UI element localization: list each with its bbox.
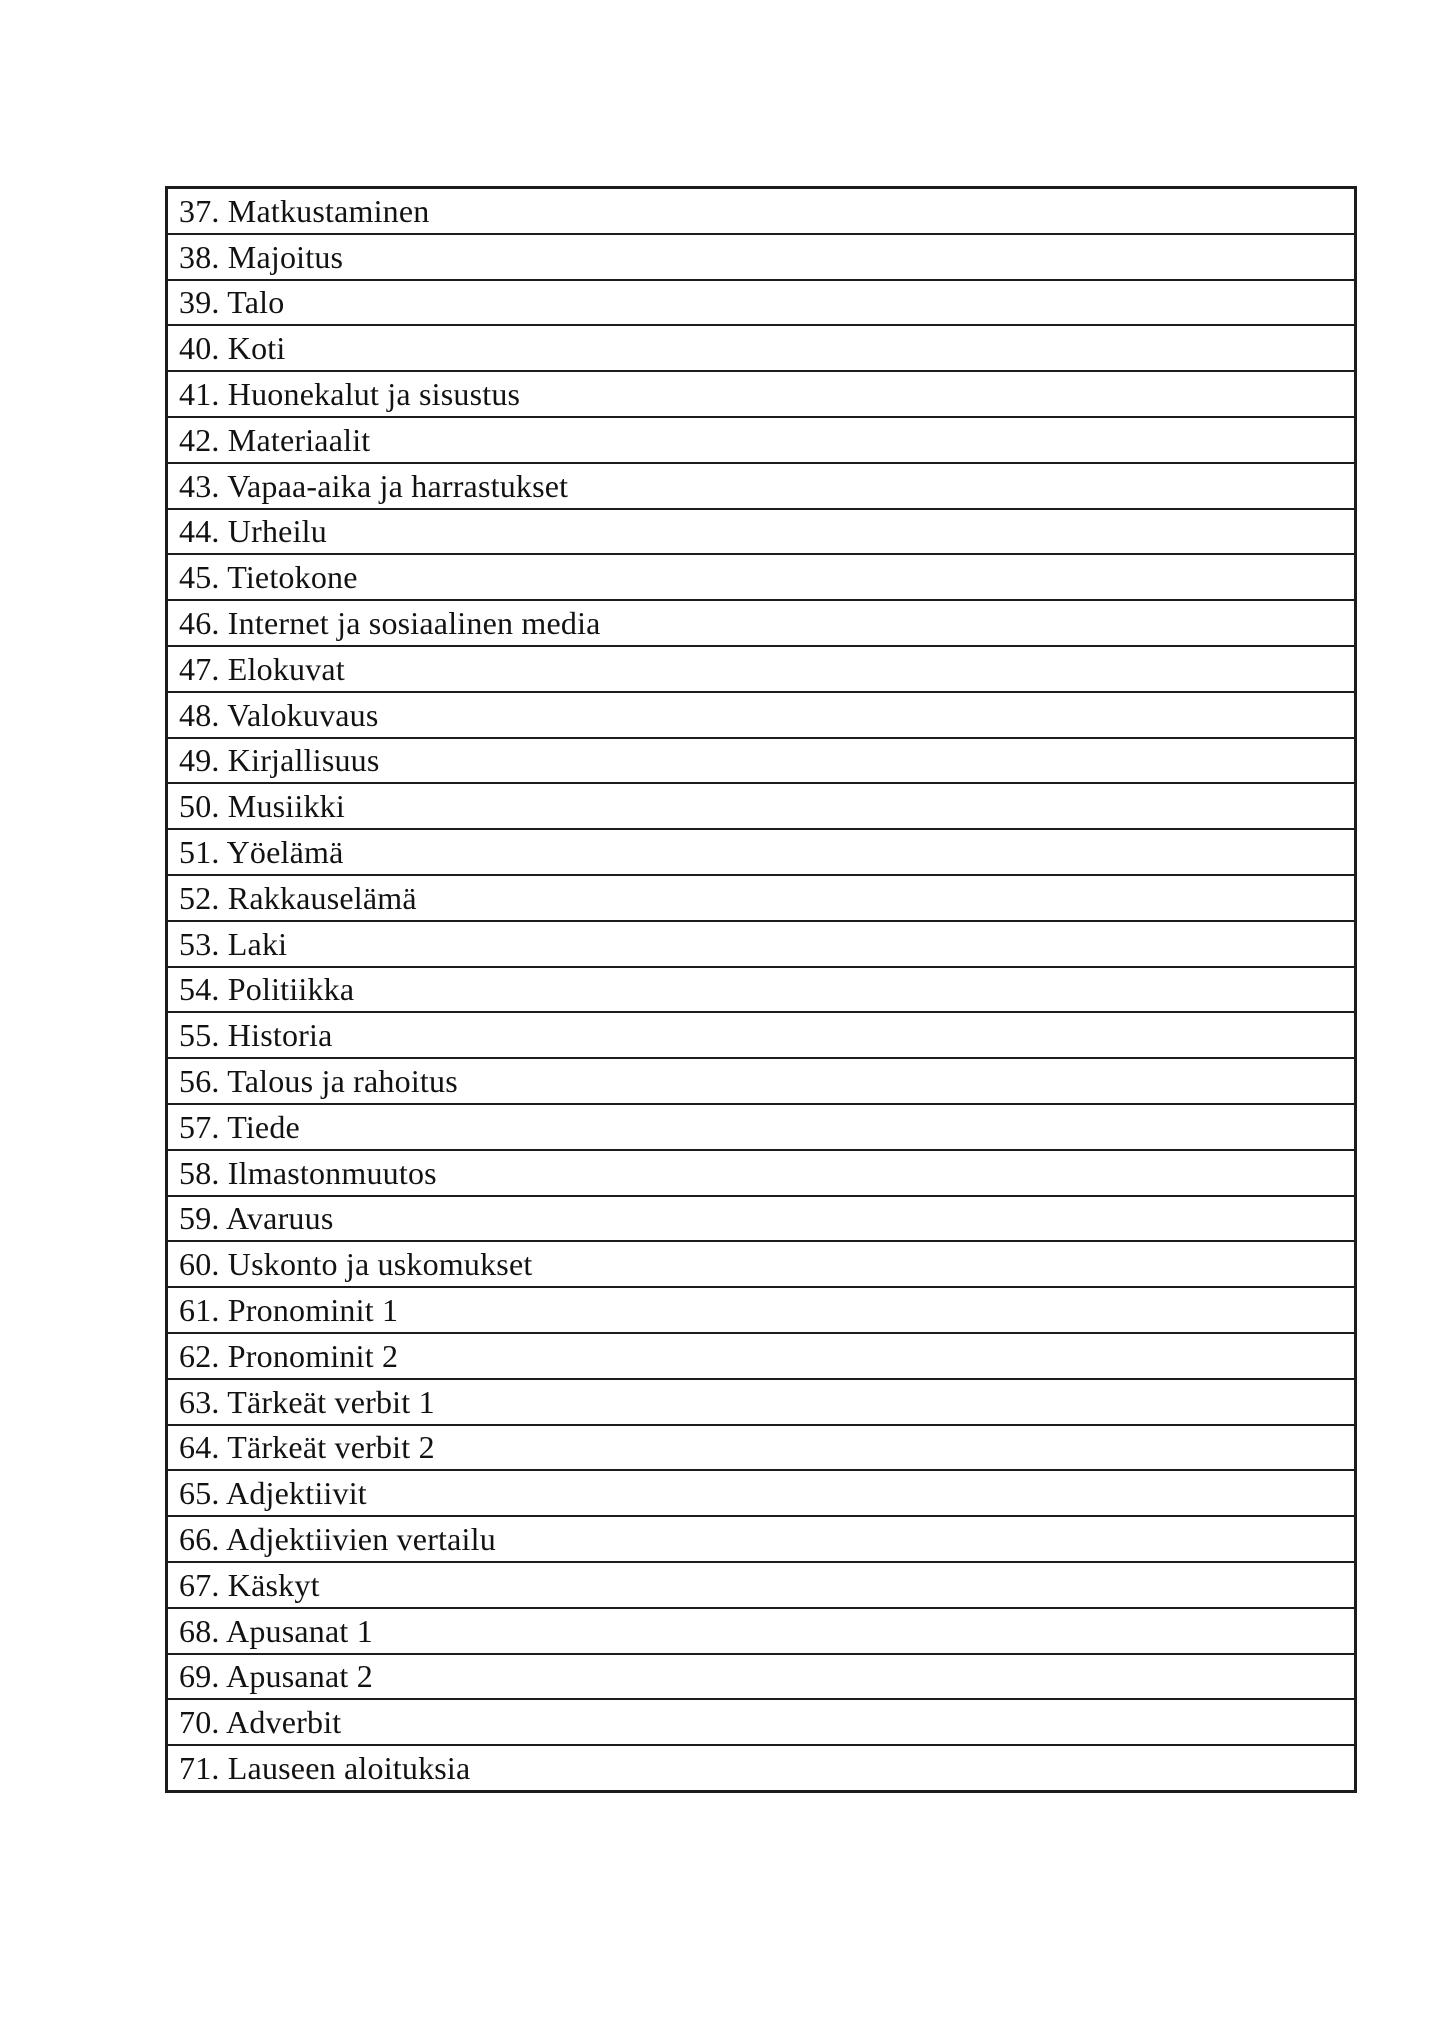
toc-row [168,1563,1354,1609]
toc-row [168,968,1354,1014]
toc-row-label: 64. Tärkeät verbit 2 [179,1429,435,1466]
toc-row-label: 38. Majoitus [179,238,344,275]
toc-row-label: 46. Internet ja sosiaalinen media [179,605,601,642]
toc-row [168,1105,1354,1151]
toc-row [168,1609,1354,1655]
toc-row-label: 43. Vapaa-aika ja harrastukset [179,467,569,504]
toc-row [168,647,1354,693]
toc-table [165,186,1357,1793]
toc-row [168,555,1354,601]
toc-row-label: 55. Historia [179,1017,333,1054]
toc-row-label: 57. Tiede [179,1108,300,1145]
toc-row [168,510,1354,556]
toc-row [168,876,1354,922]
toc-row-label: 60. Uskonto ja uskomukset [179,1246,533,1283]
toc-row [168,326,1354,372]
toc-row [168,281,1354,327]
toc-row-label: 41. Huonekalut ja sisustus [179,376,521,413]
toc-row [168,1471,1354,1517]
toc-row [168,418,1354,464]
toc-row [168,739,1354,785]
toc-row-label: 70. Adverbit [179,1704,342,1741]
toc-row [168,1151,1354,1197]
toc-row-label: 56. Talous ja rahoitus [179,1063,458,1100]
toc-row-label: 63. Tärkeät verbit 1 [179,1383,435,1420]
toc-row-label: 51. Yöelämä [179,834,344,871]
toc-row-label: 53. Laki [179,925,288,962]
toc-row-label: 62. Pronominit 2 [179,1337,399,1374]
toc-row [168,235,1354,281]
toc-row-label: 71. Lauseen aloituksia [179,1749,471,1786]
toc-row-label: 39. Talo [179,284,285,321]
toc-row-label: 47. Elokuvat [179,650,345,687]
toc-row-label: 69. Apusanat 2 [179,1658,373,1695]
toc-row-label: 37. Matkustaminen [179,192,430,229]
toc-row [168,1746,1354,1790]
toc-row-label: 61. Pronominit 1 [179,1292,399,1329]
toc-row [168,1059,1354,1105]
toc-row [168,372,1354,418]
toc-row-label: 50. Musiikki [179,788,345,825]
toc-row [168,1700,1354,1746]
toc-row-label: 68. Apusanat 1 [179,1612,373,1649]
toc-row-label: 67. Käskyt [179,1566,320,1603]
toc-row [168,693,1354,739]
toc-row-label: 54. Politiikka [179,971,355,1008]
toc-row [168,1426,1354,1472]
toc-row-label: 65. Adjektiivit [179,1475,367,1512]
toc-row-label: 48. Valokuvaus [179,696,379,733]
toc-row [168,922,1354,968]
toc-row [168,1013,1354,1059]
toc-row [168,1197,1354,1243]
toc-row-label: 58. Ilmastonmuutos [179,1154,437,1191]
toc-row [168,1517,1354,1563]
toc-row-label: 52. Rakkauselämä [179,879,417,916]
toc-row-label: 45. Tietokone [179,559,358,596]
toc-row [168,830,1354,876]
toc-row [168,1655,1354,1701]
toc-row [168,601,1354,647]
toc-row-label: 44. Urheilu [179,513,327,550]
toc-row [168,784,1354,830]
toc-row [168,1242,1354,1288]
toc-row [168,1380,1354,1426]
toc-row-label: 42. Materiaalit [179,421,371,458]
toc-row [168,1288,1354,1334]
toc-row-label: 66. Adjektiivien vertailu [179,1521,496,1557]
toc-row-label: 59. Avaruus [179,1200,334,1237]
toc-row-label: 49. Kirjallisuus [179,742,380,779]
toc-row [168,189,1354,235]
toc-row [168,1334,1354,1380]
toc-row [168,464,1354,510]
toc-row-label: 40. Koti [179,330,286,367]
